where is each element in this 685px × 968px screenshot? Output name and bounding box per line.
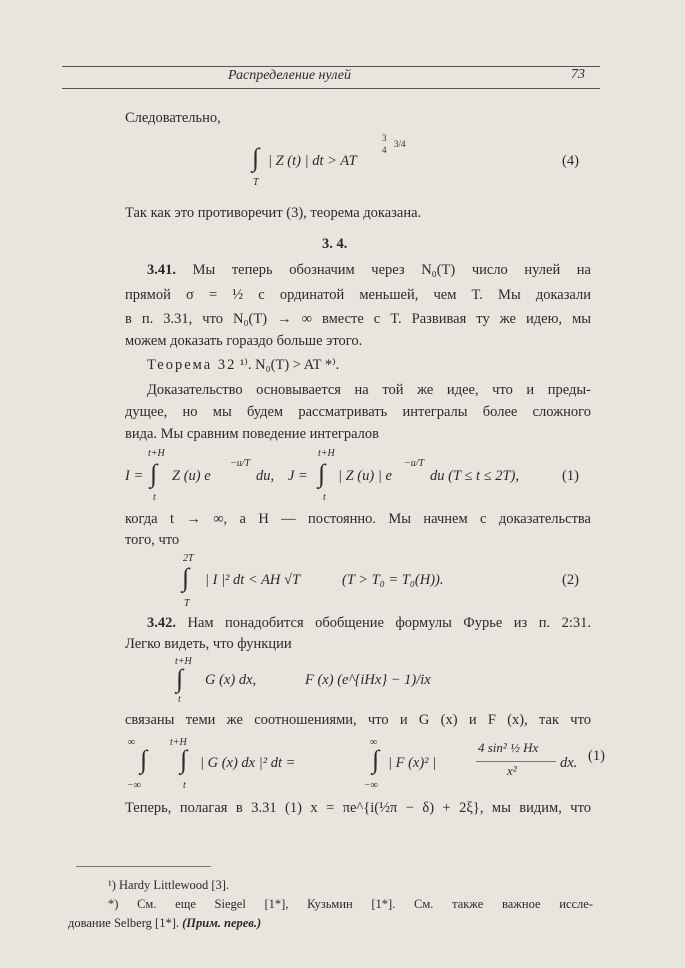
integral-sign: ∫ (252, 143, 260, 172)
differential: dx. (560, 755, 578, 771)
text-line: можем доказать гораздо больше этого. (125, 333, 363, 349)
exponent: −u/T (230, 458, 251, 469)
expr: G (x) dx, (205, 672, 257, 688)
integrand: Z (u) e (172, 468, 211, 484)
lhs: I = (125, 468, 144, 484)
lower-limit: t (183, 780, 186, 791)
paragraph-number: 3.42. (147, 615, 176, 631)
equation-expr: | Z (t) | dt > AT (268, 153, 357, 169)
text-line: Так как это противоречит (3), теорема доказана. (125, 205, 422, 221)
lower-limit: t (178, 694, 181, 705)
footnote-rule (76, 866, 211, 867)
integral-sign: ∫ (182, 563, 190, 592)
text-line: Следовательно, (125, 110, 221, 126)
lhs: J = (288, 468, 308, 484)
integrand: | G (x) dx |² dt = (200, 755, 296, 771)
equation-number: (1) (588, 748, 605, 764)
footnote-2-cont (68, 916, 261, 931)
upper-limit: t+H (318, 448, 335, 459)
text-line: прямой σ = ½ с ординатой меньшей, чем T. Мы доказали (125, 287, 591, 303)
footnote-1: ¹) Hardy Littlewood [3]. (108, 878, 230, 892)
fraction-numerator: 4 sin² ½ Hx (478, 740, 539, 755)
upper-limit: t+H (170, 737, 187, 748)
text: дование Selberg [1*]. (68, 916, 179, 930)
text-line: вида. Мы сравним поведение интегралов (125, 426, 380, 442)
text: Мы теперь обозначим через N₀(T) число нулей на (192, 262, 591, 278)
theorem-line (125, 357, 591, 374)
integral-sign: ∫ (318, 459, 326, 488)
header-bottom-rule (62, 88, 600, 89)
translator-note: (Прим. перев.) (182, 916, 262, 930)
paragraph-line (125, 262, 591, 279)
lower-limit: t (323, 492, 326, 503)
integral-sign: ∫ (140, 745, 148, 774)
text-line: когда t → ∞, а H — постоянно. Мы начнем с доказательства (125, 511, 591, 527)
exponent: −u/T (404, 458, 425, 469)
exponent-denominator: 4 (382, 145, 387, 155)
text: Нам понадобится обобщение формулы Фурье из п. 2:31. (187, 615, 591, 631)
text-line: Легко видеть, что функции (125, 636, 292, 652)
upper-limit: ∞ (370, 737, 378, 748)
exponent: 3/4 (394, 139, 406, 149)
upper-limit: t+H (148, 448, 165, 459)
theorem-label: Теорема 32 (147, 357, 237, 373)
text-line: в п. 3.31, что N₀(T) → ∞ вместе с T. Развивая ту же идею, мы (125, 311, 591, 327)
paragraph-number: 3.41. (147, 262, 176, 278)
section-heading: 3. 4. (322, 236, 348, 252)
text-line: Теперь, полагая в 3.31 (1) x = πe^{i(½π − δ) + 2ξ}, мы видим, что (125, 800, 591, 816)
text-line: дущее, но мы будем рассматривать интегралы более сложного (125, 404, 591, 420)
expr: F (x) (e^{iHx} − 1)/ix (305, 672, 431, 688)
lower-limit: t (153, 492, 156, 503)
differential: du (T ≤ t ≤ 2T), (430, 468, 519, 484)
integral-sign: ∫ (150, 459, 158, 488)
integral-sign: ∫ (180, 745, 188, 774)
lower-limit: −∞ (364, 780, 378, 791)
text-line: связаны теми же соотношениями, что и G (x) и F (x), так что (125, 712, 591, 728)
paragraph-line (125, 615, 591, 632)
equation-number: (4) (562, 153, 579, 169)
lower-limit: T (253, 177, 259, 188)
page-number: 73 (571, 67, 585, 82)
exponent-numerator: 3 (382, 133, 387, 143)
header-top-rule (62, 66, 600, 67)
running-header: Распределение нулей (228, 68, 351, 83)
upper-limit: ∞ (128, 737, 136, 748)
text-line: того, что (125, 532, 180, 548)
equation-number: (2) (562, 572, 579, 588)
text-line: Доказательство основывается на той же идее, что и преды- (147, 382, 591, 398)
upper-limit: t+H (175, 656, 192, 667)
condition: (T > T₀ = T₀(H)). (342, 572, 444, 588)
lower-limit: T (184, 598, 190, 609)
integrand: | Z (u) | e (338, 468, 392, 484)
theorem-statement: ¹⁾. N₀(T) > AT *⁾. (239, 357, 340, 373)
differential: du, (256, 468, 275, 484)
fraction-bar (476, 761, 556, 762)
integrand: | F (x)² | (388, 755, 437, 771)
footnote-2: *) См. еще Siegel [1*], Кузьмин [1*]. См. также важное иссле- (108, 897, 593, 911)
lower-limit: −∞ (127, 780, 141, 791)
integral-sign: ∫ (176, 664, 184, 693)
upper-limit: 2T (183, 553, 194, 564)
fraction-denominator: x² (507, 763, 517, 778)
equation-number: (1) (562, 468, 579, 484)
integrand: | I |² dt < AH √T (205, 572, 301, 588)
integral-sign: ∫ (372, 745, 380, 774)
